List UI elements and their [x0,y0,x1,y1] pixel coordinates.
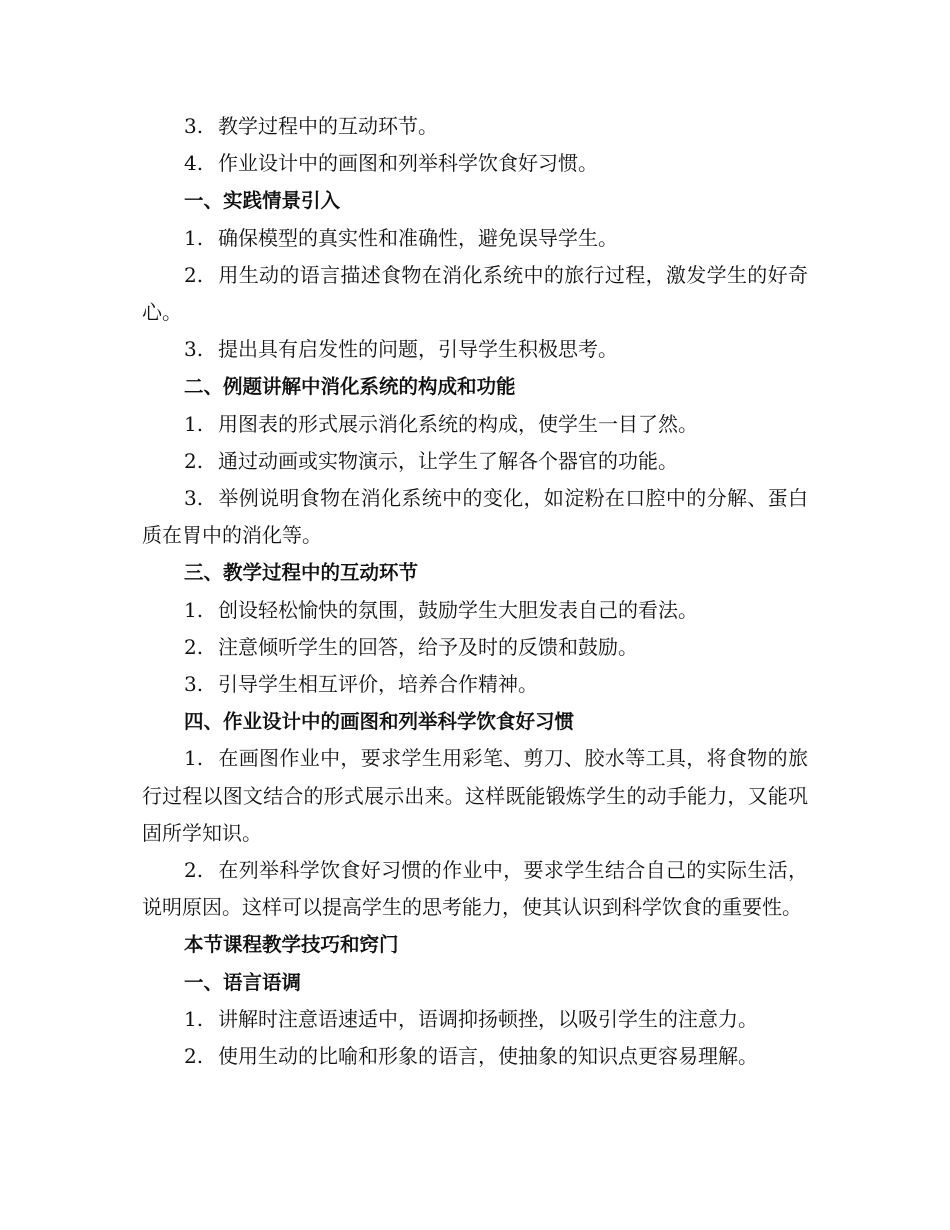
item-number: 2. [184,262,204,287]
item-number: 2. [184,448,204,473]
item-number: 3. [184,672,204,697]
item-number: 2. [184,858,204,883]
item-text: 在列举科学饮食好习惯的作业中，要求学生结合自己的实际生活，说明原因。这样可以提高学生的思考能力，使其认识到科学饮食的重要性。 [142,858,808,920]
list-item [142,443,808,480]
section-heading: 一、语言语调 [184,970,302,994]
item-number: 1. [184,746,204,771]
list-item [142,852,808,926]
item-text: 提出具有启发性的问题，引导学生积极思考。 [218,337,618,362]
document-body [142,108,808,1075]
list-item [142,1001,808,1038]
item-text: 举例说明食物在消化系统中的变化，如淀粉在口腔中的分解、蛋白质在胃中的消化等。 [142,486,808,548]
item-text: 用生动的语言描述食物在消化系统中的旅行过程，激发学生的好奇心。 [142,262,808,325]
list-item [142,257,808,331]
list-item [142,108,808,145]
item-number: 2. [184,634,204,659]
item-number: 1. [184,1006,204,1031]
item-number: 3. [184,486,204,511]
section-heading: 二、例题讲解中消化系统的构成和功能 [184,375,516,399]
item-text: 确保模型的真实性和准确性，避免误导学生。 [218,225,618,250]
item-number: 3. [184,114,204,138]
list-item [142,145,808,182]
item-number: 1. [184,411,204,436]
section-heading: 四、作业设计中的画图和列举科学饮食好习惯 [184,710,575,734]
list-item [142,666,808,703]
list-item [142,331,808,368]
list-item [142,220,808,257]
item-text: 通过动画或实物演示，让学生了解各个器官的功能。 [218,448,678,473]
item-text: 作业设计中的画图和列举科学饮食好习惯。 [218,151,598,176]
item-text: 注意倾听学生的回答，给予及时的反馈和鼓励。 [218,634,638,659]
item-text: 创设轻松愉快的氛围，鼓励学生大胆发表自己的看法。 [218,597,698,622]
list-item [142,740,808,852]
item-number: 2. [184,1044,204,1069]
item-text: 用图表的形式展示消化系统的构成，使学生一目了然。 [218,411,698,436]
item-text: 使用生动的比喻和形象的语言，使抽象的知识点更容易理解。 [218,1044,758,1069]
item-number: 4. [184,151,204,176]
item-text: 教学过程中的互动环节。 [218,114,438,138]
item-text: 讲解时注意语速适中，语调抑扬顿挫，以吸引学生的注意力。 [218,1006,758,1031]
list-item [142,480,808,554]
section-heading: 三、教学过程中的互动环节 [184,561,419,585]
item-number: 1. [184,225,204,250]
item-text: 在画图作业中，要求学生用彩笔、剪刀、胶水等工具，将食物的旅行过程以图文结合的形式展示出来。这样既能锻炼学生的动手能力，又能巩固所学知识。 [142,746,808,845]
list-item [142,406,808,443]
section-heading: 本节课程教学技巧和窍门 [184,933,399,957]
list-item [142,592,808,629]
item-number: 1. [184,597,204,622]
item-text: 引导学生相互评价，培养合作精神。 [218,672,538,697]
section-heading: 一、实践情景引入 [184,189,341,213]
item-number: 3. [184,337,204,362]
list-item [142,629,808,666]
list-item [142,1038,808,1075]
